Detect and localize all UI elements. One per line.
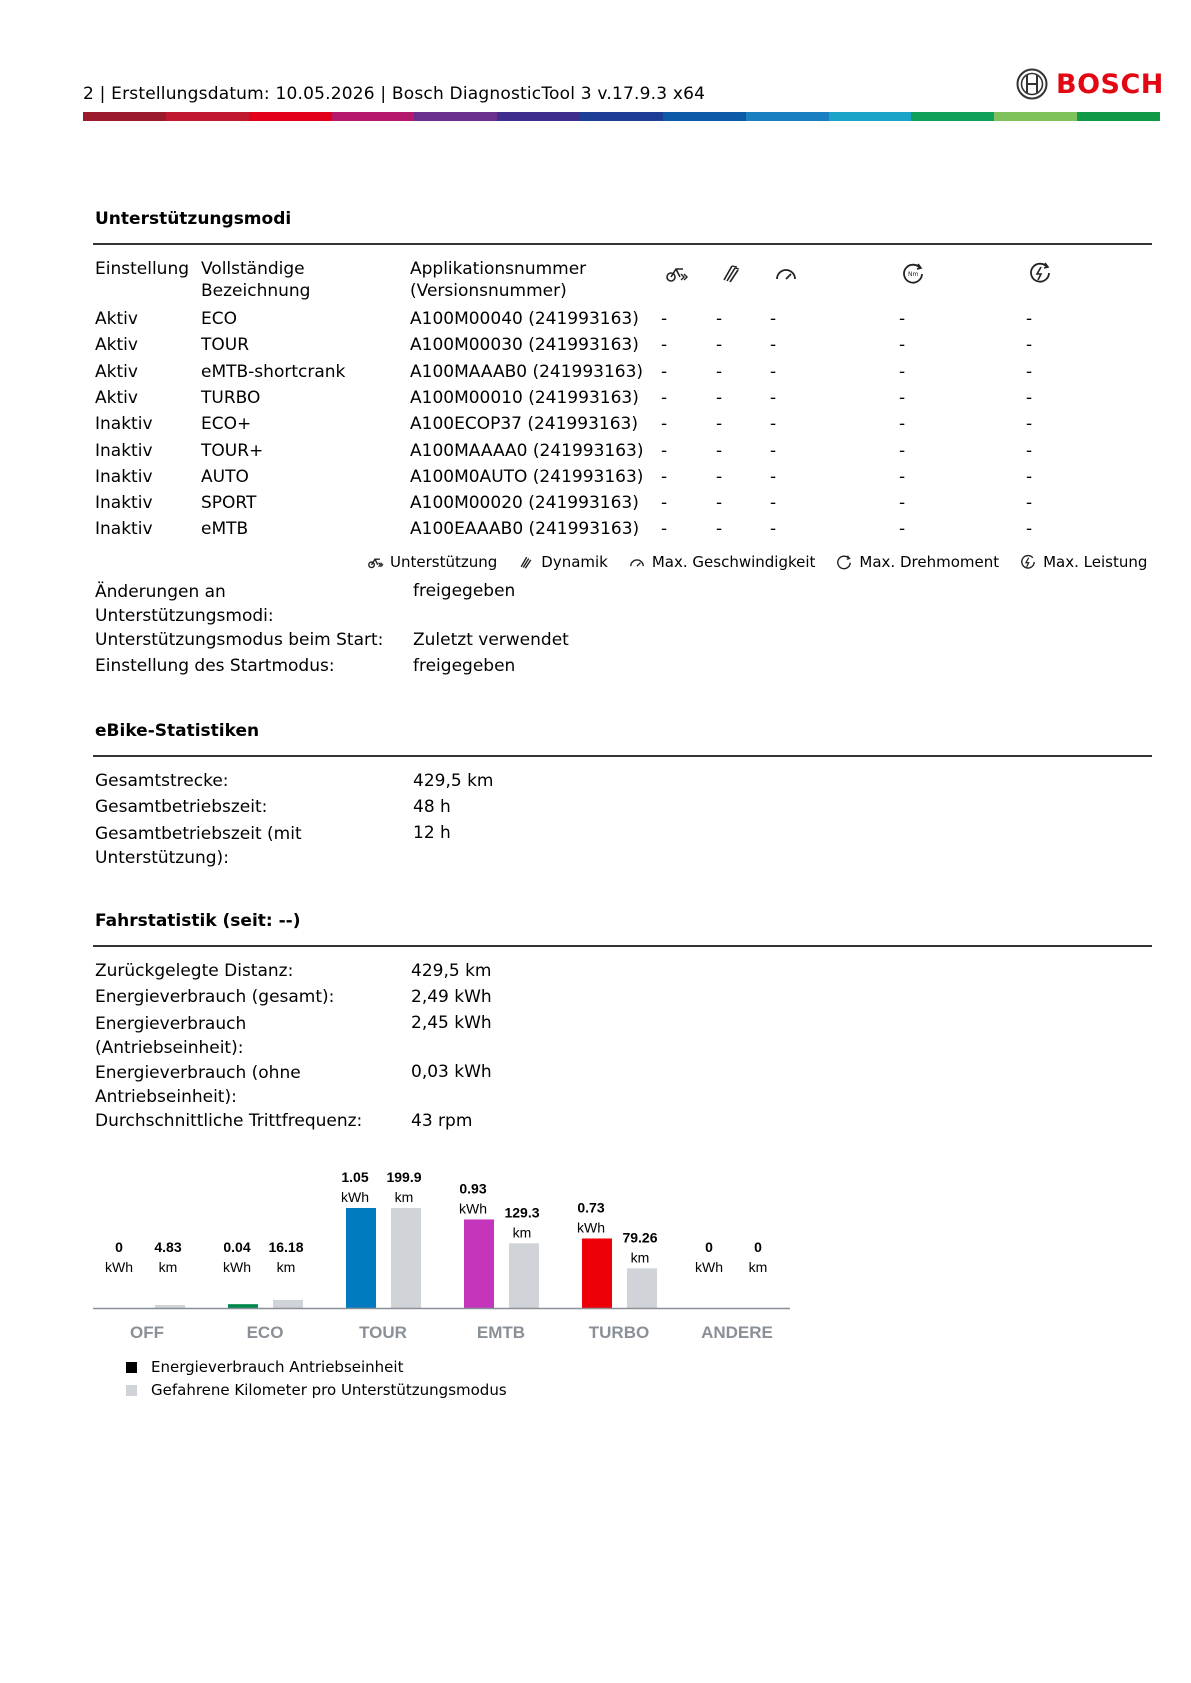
- mode-app-number: A100ECOP37 (241993163): [410, 414, 638, 435]
- bosch-emblem-icon: [1016, 68, 1048, 100]
- mode-value: -: [899, 466, 906, 487]
- mode-value: -: [1026, 440, 1033, 461]
- mode-value: -: [1026, 387, 1033, 408]
- ride-label: Durchschnittliche Trittfrequenz:: [95, 1111, 363, 1131]
- distance-unit-label: km: [512, 1224, 532, 1241]
- mode-value: -: [899, 414, 906, 435]
- mode-value: -: [1026, 519, 1033, 540]
- mode-name: AUTO: [201, 466, 249, 487]
- mode-value: -: [661, 440, 668, 461]
- distance-value-label: 4.83: [154, 1239, 182, 1255]
- setting-value: Zuletzt verwendet: [413, 630, 569, 650]
- mode-value: -: [899, 309, 906, 329]
- mode-value: -: [770, 414, 777, 435]
- bosch-logo: [1016, 68, 1164, 100]
- legend-swatch-energy: [126, 1362, 137, 1373]
- ride-label: Energieverbrauch (Antriebseinheit):: [95, 1014, 247, 1058]
- mode-setting: Aktiv: [95, 387, 138, 408]
- ride-value: 429,5 km: [411, 961, 492, 981]
- setting-label: Änderungen an Unterstützungsmodi:: [95, 582, 274, 626]
- mode-value: -: [899, 493, 906, 514]
- ride-label: Zurückgelegte Distanz:: [95, 961, 294, 981]
- energy-unit-label: kWh: [105, 1259, 133, 1275]
- mode-app-number: A100M0AUTO (241993163): [410, 466, 644, 487]
- modes-section-divider: [93, 243, 1152, 245]
- mode-value: -: [1026, 493, 1033, 514]
- stripe-segment: [332, 112, 415, 121]
- max-speed-icon: [773, 260, 799, 286]
- mode-value: -: [716, 519, 723, 540]
- chart-legend-distance: Gefahrene Kilometer pro Unterstützungsmodus: [126, 1381, 507, 1399]
- mode-value: -: [716, 466, 723, 487]
- mode-value: -: [716, 335, 723, 356]
- energy-value-label: 0.04: [223, 1239, 251, 1255]
- distance-value-label: 199.9: [386, 1169, 422, 1185]
- distance-unit-label: km: [276, 1259, 296, 1275]
- mode-value: -: [716, 440, 723, 461]
- stripe-segment: [414, 112, 497, 121]
- stripe-segment: [746, 112, 829, 121]
- mode-value: -: [661, 309, 668, 329]
- mode-name: TOUR+: [201, 440, 264, 461]
- energy-bar: [582, 1238, 612, 1308]
- distance-bar: [273, 1300, 303, 1308]
- distance-unit-label: km: [748, 1259, 768, 1275]
- legend-max-speed: Max. Geschwindigkeit: [628, 553, 816, 571]
- mode-setting: Inaktiv: [95, 493, 153, 514]
- support-icon: [663, 260, 689, 286]
- brand-color-stripe: [83, 112, 1160, 121]
- stripe-segment: [994, 112, 1077, 121]
- distance-unit-label: km: [158, 1259, 178, 1275]
- category-tick-label: OFF: [130, 1323, 164, 1342]
- mode-value: -: [716, 387, 723, 408]
- col-header-setting: Einstellung: [95, 259, 190, 279]
- energy-unit-label: kWh: [577, 1219, 605, 1236]
- mode-value: -: [770, 309, 777, 329]
- mode-setting: Aktiv: [95, 335, 138, 356]
- mode-value: -: [899, 387, 906, 408]
- icon-legend: [366, 553, 1167, 571]
- mode-setting: Inaktiv: [95, 414, 153, 435]
- legend-support: Unterstützung: [366, 553, 497, 571]
- max-power-icon: [1027, 260, 1053, 286]
- mode-name: ECO+: [201, 414, 252, 435]
- ride-section-divider: [93, 945, 1152, 947]
- max-torque-icon: [900, 260, 926, 286]
- stripe-segment: [166, 112, 249, 121]
- distance-bar: [155, 1305, 185, 1308]
- mode-setting: Aktiv: [95, 309, 138, 329]
- mode-name: eMTB-shortcrank: [201, 361, 346, 382]
- ride-value: 2,49 kWh: [411, 987, 492, 1007]
- category-tick-label: ANDERE: [701, 1323, 773, 1342]
- brand-name: BOSCH: [1056, 68, 1164, 100]
- mode-value: -: [899, 440, 906, 461]
- energy-bar: [346, 1208, 376, 1308]
- dynamics-icon: [718, 260, 744, 286]
- mode-value: -: [661, 361, 668, 382]
- max-speed-icon: [628, 553, 646, 571]
- energy-value-label: 0: [115, 1239, 123, 1255]
- setting-value: freigegeben: [413, 656, 516, 676]
- mode-app-number: A100EAAAB0 (241993163): [410, 519, 640, 540]
- stats-section-divider: [93, 755, 1152, 757]
- chart-legend-energy: Energieverbrauch Antriebseinheit: [126, 1358, 403, 1376]
- stat-value: 429,5 km: [413, 771, 494, 791]
- mode-value: -: [770, 335, 777, 356]
- category-tick-label: TURBO: [588, 1323, 650, 1342]
- mode-value: -: [770, 493, 777, 514]
- stat-label: Gesamtbetriebszeit (mit Unterstützung):: [95, 824, 302, 868]
- legend-max-torque: Max. Drehmoment: [835, 553, 999, 571]
- setting-label: Einstellung des Startmodus:: [95, 656, 335, 676]
- mode-value: -: [770, 466, 777, 487]
- mode-value: -: [770, 440, 777, 461]
- setting-label: Unterstützungsmodus beim Start:: [95, 630, 384, 650]
- ride-value: 0,03 kWh: [411, 1062, 492, 1082]
- mode-value: -: [1026, 309, 1033, 329]
- col-header-name: Vollständige Bezeichnung: [201, 259, 311, 301]
- mode-value: -: [661, 466, 668, 487]
- distance-value-label: 0: [754, 1239, 762, 1255]
- mode-value: -: [661, 387, 668, 408]
- page-header-text: 2 | Erstellungsdatum: 10.05.2026 | Bosch DiagnosticTool 3 v.17.9.3 x64: [83, 84, 706, 104]
- mode-setting: Inaktiv: [95, 466, 153, 487]
- mode-value: -: [716, 414, 723, 435]
- mode-value: -: [899, 519, 906, 540]
- energy-bar: [464, 1219, 494, 1308]
- distance-bar: [509, 1243, 539, 1308]
- mode-usage-chart: [90, 1145, 790, 1345]
- stripe-segment: [829, 112, 912, 121]
- mode-name: eMTB: [201, 519, 249, 540]
- energy-unit-label: kWh: [459, 1200, 487, 1217]
- mode-value: -: [661, 519, 668, 540]
- mode-value: -: [1026, 466, 1033, 487]
- mode-value: -: [899, 335, 906, 356]
- max-power-icon: [1019, 553, 1037, 571]
- ride-value: 2,45 kWh: [411, 1013, 492, 1033]
- mode-value: -: [716, 361, 723, 382]
- ride-value: 43 rpm: [411, 1111, 473, 1131]
- mode-value: -: [899, 361, 906, 382]
- stripe-segment: [497, 112, 580, 121]
- distance-value-label: 129.3: [504, 1204, 540, 1221]
- mode-value: -: [716, 493, 723, 514]
- mode-value: -: [770, 387, 777, 408]
- mode-value: -: [1026, 414, 1033, 435]
- legend-max-power: Max. Leistung: [1019, 553, 1147, 571]
- stripe-segment: [249, 112, 332, 121]
- mode-value: -: [661, 335, 668, 356]
- ride-label: Energieverbrauch (gesamt):: [95, 987, 335, 1007]
- mode-value: -: [770, 361, 777, 382]
- stripe-segment: [83, 112, 166, 121]
- mode-name: ECO: [201, 309, 237, 329]
- max-torque-icon: [835, 553, 853, 571]
- stat-value: 48 h: [413, 797, 451, 817]
- mode-value: -: [661, 493, 668, 514]
- energy-value-label: 1.05: [341, 1169, 369, 1185]
- mode-value: -: [1026, 335, 1033, 356]
- energy-unit-label: kWh: [223, 1259, 251, 1275]
- energy-bar: [228, 1304, 258, 1308]
- mode-app-number: A100MAAAB0 (241993163): [410, 361, 644, 382]
- distance-bar: [627, 1268, 657, 1308]
- energy-value-label: 0.73: [577, 1199, 605, 1216]
- distance-unit-label: km: [630, 1249, 650, 1266]
- ride-section-title: Fahrstatistik (seit: --): [95, 911, 301, 931]
- mode-setting: Inaktiv: [95, 440, 153, 461]
- mode-name: SPORT: [201, 493, 257, 514]
- mode-name: TURBO: [201, 387, 261, 408]
- category-tick-label: TOUR: [359, 1323, 407, 1342]
- energy-value-label: 0: [705, 1239, 713, 1255]
- mode-name: TOUR: [201, 335, 250, 356]
- mode-app-number: A100M00020 (241993163): [410, 493, 639, 514]
- energy-unit-label: kWh: [341, 1189, 369, 1205]
- col-header-app: Applikationsnummer (Versionsnummer): [410, 259, 587, 301]
- energy-value-label: 0.93: [459, 1180, 487, 1197]
- energy-unit-label: kWh: [695, 1259, 723, 1275]
- category-tick-label: ECO: [246, 1323, 284, 1342]
- distance-value-label: 16.18: [268, 1239, 304, 1255]
- distance-value-label: 79.26: [622, 1229, 658, 1246]
- stat-label: Gesamtstrecke:: [95, 771, 229, 791]
- mode-value: -: [770, 519, 777, 540]
- dynamics-icon: [517, 553, 535, 571]
- mode-setting: Aktiv: [95, 361, 138, 382]
- support-icon: [366, 553, 384, 571]
- mode-value: -: [661, 414, 668, 435]
- stats-section-title: eBike-Statistiken: [95, 721, 260, 741]
- stat-label: Gesamtbetriebszeit:: [95, 797, 268, 817]
- mode-setting: Inaktiv: [95, 519, 153, 540]
- stripe-segment: [663, 112, 746, 121]
- mode-value: -: [716, 309, 723, 329]
- stripe-segment: [1077, 112, 1160, 121]
- setting-value: freigegeben: [413, 581, 516, 601]
- legend-dynamics: Dynamik: [517, 553, 608, 571]
- mode-app-number: A100M00030 (241993163): [410, 335, 639, 356]
- category-tick-label: EMTB: [476, 1323, 526, 1342]
- distance-bar: [391, 1208, 421, 1308]
- ride-label: Energieverbrauch (ohne Antriebseinheit):: [95, 1063, 301, 1107]
- legend-swatch-distance: [126, 1385, 137, 1396]
- mode-app-number: A100M00010 (241993163): [410, 387, 639, 408]
- svg-text:Nm: Nm: [908, 271, 919, 278]
- mode-value: -: [1026, 361, 1033, 382]
- stat-value: 12 h: [413, 823, 451, 843]
- distance-unit-label: km: [394, 1189, 414, 1205]
- stripe-segment: [580, 112, 663, 121]
- modes-section-title: Unterstützungsmodi: [95, 209, 292, 229]
- stripe-segment: [911, 112, 994, 121]
- mode-app-number: A100MAAAA0 (241993163): [410, 440, 644, 461]
- mode-app-number: A100M00040 (241993163): [410, 309, 639, 329]
